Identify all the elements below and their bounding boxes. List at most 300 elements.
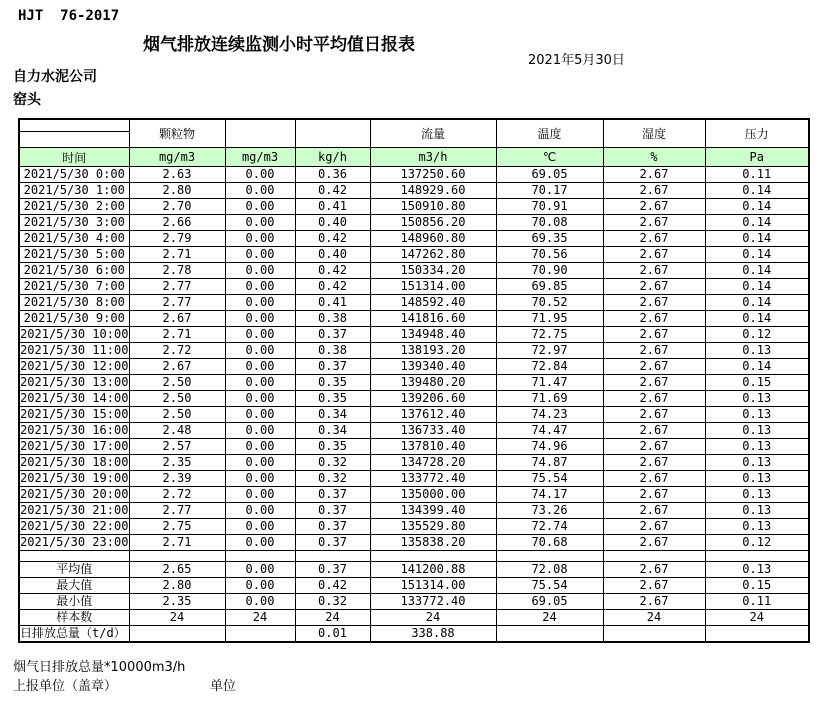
value-cell: 2.67 (603, 375, 705, 391)
value-cell: 2.65 (129, 562, 225, 578)
value-cell: 133772.40 (370, 594, 496, 610)
value-cell: 24 (295, 610, 370, 626)
value-cell: 0.14 (705, 359, 809, 375)
row-label-cell: 平均值 (19, 562, 129, 578)
col-header-blank-2 (295, 119, 370, 148)
spacer-cell (603, 551, 705, 562)
unit-mgm3-2: mg/m3 (225, 148, 295, 167)
value-cell: 2.67 (603, 423, 705, 439)
row-label-cell: 2021/5/30 0:00 (19, 167, 129, 183)
value-cell: 0.32 (295, 594, 370, 610)
value-cell: 2.72 (129, 487, 225, 503)
value-cell: 141816.60 (370, 311, 496, 327)
value-cell: 2.50 (129, 407, 225, 423)
value-cell: 70.08 (496, 215, 603, 231)
value-cell: 147262.80 (370, 247, 496, 263)
report-table (18, 118, 810, 643)
value-cell: 0.34 (295, 423, 370, 439)
value-cell: 2.67 (603, 578, 705, 594)
value-cell: 0.00 (225, 391, 295, 407)
table-row (19, 391, 809, 407)
value-cell (603, 626, 705, 643)
value-cell: 0.42 (295, 231, 370, 247)
value-cell: 0.13 (705, 439, 809, 455)
unit-pa: Pa (705, 148, 809, 167)
row-label-cell: 2021/5/30 14:00 (20, 391, 129, 405)
value-cell (225, 626, 295, 643)
data-rows (19, 167, 809, 551)
value-cell: 151314.00 (370, 279, 496, 295)
table-row (19, 311, 809, 327)
value-cell: 0.40 (295, 215, 370, 231)
time-header: 时间 (19, 148, 129, 167)
value-cell: 134399.40 (370, 503, 496, 519)
value-cell: 2.50 (129, 375, 225, 391)
row-label-cell: 2021/5/30 8:00 (19, 295, 129, 311)
table-row (19, 279, 809, 295)
value-cell: 74.47 (496, 423, 603, 439)
company-name: 自力水泥公司 (13, 69, 97, 85)
value-cell: 138193.20 (370, 343, 496, 359)
row-label-cell: 2021/5/30 23:00 (20, 535, 129, 549)
report-date: 2021年5月30日 (528, 53, 625, 68)
value-cell: 0.41 (295, 199, 370, 215)
value-cell: 2.67 (603, 594, 705, 610)
col-header-blank-1 (225, 119, 295, 148)
row-label-cell: 2021/5/30 5:00 (19, 247, 129, 263)
value-cell: 2.67 (603, 263, 705, 279)
value-cell: 2.67 (603, 535, 705, 551)
spacer-cell (19, 551, 129, 562)
value-cell: 0.14 (705, 263, 809, 279)
value-cell: 2.63 (129, 167, 225, 183)
value-cell: 0.14 (705, 199, 809, 215)
value-cell: 137612.40 (370, 407, 496, 423)
value-cell (705, 626, 809, 643)
value-cell: 2.67 (603, 167, 705, 183)
value-cell: 0.35 (295, 391, 370, 407)
value-cell: 0.13 (705, 455, 809, 471)
table-row (19, 199, 809, 215)
table-row (19, 231, 809, 247)
value-cell: 70.52 (496, 295, 603, 311)
value-cell: 24 (603, 610, 705, 626)
value-cell: 2.50 (129, 391, 225, 407)
value-cell: 0.00 (225, 519, 295, 535)
value-cell: 0.00 (225, 359, 295, 375)
value-cell: 71.47 (496, 375, 603, 391)
table-header (19, 119, 809, 167)
value-cell: 0.37 (295, 487, 370, 503)
row-label-cell: 2021/5/30 20:00 (20, 487, 129, 501)
value-cell: 2.67 (603, 199, 705, 215)
value-cell: 2.67 (603, 503, 705, 519)
value-cell: 2.48 (129, 423, 225, 439)
value-cell: 0.00 (225, 455, 295, 471)
value-cell: 139206.60 (370, 391, 496, 407)
value-cell: 72.75 (496, 327, 603, 343)
value-cell: 2.67 (603, 519, 705, 535)
spacer-row (19, 551, 809, 562)
row-label-cell: 2021/5/30 7:00 (19, 279, 129, 295)
spacer-cell (295, 551, 370, 562)
value-cell: 0.00 (225, 263, 295, 279)
value-cell: 137250.60 (370, 167, 496, 183)
col-header-particulate: 颗粒物 (129, 119, 225, 148)
value-cell: 0.00 (225, 503, 295, 519)
table-row (19, 519, 809, 535)
value-cell: 135838.20 (370, 535, 496, 551)
row-label-cell: 2021/5/30 1:00 (19, 183, 129, 199)
value-cell: 2.79 (129, 231, 225, 247)
summary-row (19, 626, 809, 643)
value-cell: 74.96 (496, 439, 603, 455)
value-cell: 0.13 (705, 471, 809, 487)
spacer-cell (705, 551, 809, 562)
value-cell: 2.80 (129, 578, 225, 594)
value-cell: 69.85 (496, 279, 603, 295)
value-cell: 0.37 (295, 503, 370, 519)
value-cell: 2.67 (603, 279, 705, 295)
value-cell: 2.67 (603, 359, 705, 375)
value-cell: 0.35 (295, 439, 370, 455)
row-label-cell: 2021/5/30 12:00 (20, 359, 129, 373)
value-cell: 24 (129, 610, 225, 626)
table-row (19, 167, 809, 183)
value-cell: 0.34 (295, 407, 370, 423)
table-row (19, 423, 809, 439)
summary-row (19, 610, 809, 626)
row-label-cell: 2021/5/30 13:00 (20, 375, 129, 389)
value-cell: 2.35 (129, 594, 225, 610)
value-cell: 0.00 (225, 343, 295, 359)
value-cell: 0.38 (295, 343, 370, 359)
value-cell: 0.00 (225, 423, 295, 439)
table-row (19, 183, 809, 199)
value-cell: 0.14 (705, 231, 809, 247)
table-row (19, 503, 809, 519)
value-cell: 72.74 (496, 519, 603, 535)
value-cell: 70.68 (496, 535, 603, 551)
corner-cell-top (19, 119, 129, 132)
value-cell: 2.67 (603, 343, 705, 359)
value-cell: 0.13 (705, 503, 809, 519)
value-cell: 338.88 (370, 626, 496, 643)
value-cell: 24 (225, 610, 295, 626)
value-cell: 0.00 (225, 199, 295, 215)
value-cell: 70.91 (496, 199, 603, 215)
reporting-unit-label: 上报单位（盖章） (13, 679, 118, 694)
table-row (19, 407, 809, 423)
value-cell: 0.14 (705, 279, 809, 295)
value-cell: 24 (496, 610, 603, 626)
value-cell: 69.35 (496, 231, 603, 247)
value-cell: 2.67 (129, 359, 225, 375)
value-cell: 0.00 (225, 487, 295, 503)
value-cell: 0.13 (705, 519, 809, 535)
table-row (19, 263, 809, 279)
table-row (19, 359, 809, 375)
value-cell: 0.00 (225, 562, 295, 578)
value-cell: 0.13 (705, 407, 809, 423)
value-cell: 2.67 (603, 471, 705, 487)
value-cell: 148929.60 (370, 183, 496, 199)
row-label-cell: 2021/5/30 6:00 (19, 263, 129, 279)
value-cell: 0.42 (295, 279, 370, 295)
value-cell: 2.67 (603, 487, 705, 503)
value-cell: 2.78 (129, 263, 225, 279)
table-row (19, 439, 809, 455)
value-cell: 0.00 (225, 247, 295, 263)
value-cell: 0.14 (705, 183, 809, 199)
corner-cell-bottom (19, 132, 129, 148)
row-label-cell: 2021/5/30 19:00 (20, 471, 129, 485)
value-cell: 24 (370, 610, 496, 626)
value-cell: 70.17 (496, 183, 603, 199)
value-cell: 0.42 (295, 578, 370, 594)
value-cell: 0.13 (705, 391, 809, 407)
value-cell: 0.32 (295, 471, 370, 487)
value-cell: 2.77 (129, 503, 225, 519)
value-cell: 0.12 (705, 535, 809, 551)
value-cell: 2.67 (129, 311, 225, 327)
value-cell: 71.69 (496, 391, 603, 407)
value-cell: 133772.40 (370, 471, 496, 487)
row-label-cell: 2021/5/30 16:00 (20, 423, 129, 437)
value-cell: 2.71 (129, 535, 225, 551)
value-cell: 148960.80 (370, 231, 496, 247)
value-cell: 70.90 (496, 263, 603, 279)
value-cell: 148592.40 (370, 295, 496, 311)
value-cell: 2.66 (129, 215, 225, 231)
value-cell: 2.71 (129, 327, 225, 343)
value-cell: 0.14 (705, 295, 809, 311)
value-cell: 0.37 (295, 535, 370, 551)
value-cell: 0.36 (295, 167, 370, 183)
table-row (19, 487, 809, 503)
row-label-cell: 2021/5/30 18:00 (20, 455, 129, 469)
value-cell: 0.00 (225, 279, 295, 295)
value-cell: 0.42 (295, 263, 370, 279)
value-cell: 141200.88 (370, 562, 496, 578)
value-cell: 0.00 (225, 327, 295, 343)
value-cell: 0.14 (705, 311, 809, 327)
value-cell: 74.17 (496, 487, 603, 503)
unit-m3h: m3/h (370, 148, 496, 167)
value-cell: 0.00 (225, 231, 295, 247)
value-cell: 73.26 (496, 503, 603, 519)
unit-row (19, 148, 809, 167)
summary-rows (19, 562, 809, 643)
value-cell: 0.00 (225, 594, 295, 610)
value-cell: 0.00 (225, 407, 295, 423)
page-title: 烟气排放连续监测小时平均值日报表 (143, 35, 415, 55)
value-cell: 74.23 (496, 407, 603, 423)
value-cell: 0.12 (705, 327, 809, 343)
unit-mgm3-1: mg/m3 (129, 148, 225, 167)
value-cell: 0.00 (225, 439, 295, 455)
flow-total-note: 烟气日排放总量*10000m3/h (13, 660, 186, 675)
value-cell: 2.67 (603, 311, 705, 327)
value-cell: 2.35 (129, 455, 225, 471)
value-cell: 0.00 (225, 183, 295, 199)
value-cell: 150910.80 (370, 199, 496, 215)
row-label-cell: 2021/5/30 3:00 (19, 215, 129, 231)
value-cell: 0.15 (705, 375, 809, 391)
value-cell (129, 626, 225, 643)
spacer-cell (370, 551, 496, 562)
value-cell: 134948.40 (370, 327, 496, 343)
spacer-cell (496, 551, 603, 562)
row-label-cell: 最大值 (19, 578, 129, 594)
unit-label: 单位 (210, 679, 237, 694)
spacer-cell (129, 551, 225, 562)
row-label-cell: 样本数 (19, 610, 129, 626)
value-cell: 2.80 (129, 183, 225, 199)
value-cell: 72.97 (496, 343, 603, 359)
value-cell: 136733.40 (370, 423, 496, 439)
row-label-cell: 最小值 (19, 594, 129, 610)
value-cell: 151314.00 (370, 578, 496, 594)
value-cell: 137810.40 (370, 439, 496, 455)
table-row (19, 471, 809, 487)
value-cell: 2.67 (603, 295, 705, 311)
value-cell: 0.00 (225, 578, 295, 594)
value-cell: 0.37 (295, 562, 370, 578)
value-cell: 150334.20 (370, 263, 496, 279)
value-cell: 0.37 (295, 519, 370, 535)
value-cell: 70.56 (496, 247, 603, 263)
table-row (19, 343, 809, 359)
table-row (19, 455, 809, 471)
value-cell: 150856.20 (370, 215, 496, 231)
value-cell: 0.37 (295, 359, 370, 375)
value-cell: 69.05 (496, 594, 603, 610)
unit-percent: % (603, 148, 705, 167)
value-cell: 0.11 (705, 594, 809, 610)
value-cell: 0.40 (295, 247, 370, 263)
value-cell: 2.67 (603, 327, 705, 343)
value-cell: 2.67 (603, 231, 705, 247)
value-cell: 0.00 (225, 535, 295, 551)
value-cell: 0.14 (705, 247, 809, 263)
table-row (19, 375, 809, 391)
value-cell: 72.08 (496, 562, 603, 578)
row-label-cell: 2021/5/30 10:00 (20, 327, 129, 341)
value-cell: 2.77 (129, 295, 225, 311)
value-cell: 72.84 (496, 359, 603, 375)
value-cell: 0.13 (705, 487, 809, 503)
monitor-location: 窑头 (13, 92, 41, 108)
value-cell: 2.70 (129, 199, 225, 215)
value-cell: 2.71 (129, 247, 225, 263)
value-cell: 0.42 (295, 183, 370, 199)
table-row (19, 215, 809, 231)
value-cell: 0.37 (295, 327, 370, 343)
value-cell: 0.00 (225, 375, 295, 391)
row-label-cell: 2021/5/30 11:00 (20, 343, 129, 357)
value-cell: 0.00 (225, 311, 295, 327)
table-row (19, 295, 809, 311)
value-cell: 0.35 (295, 375, 370, 391)
col-header-pressure: 压力 (705, 119, 809, 148)
row-label-cell: 2021/5/30 2:00 (19, 199, 129, 215)
value-cell: 0.13 (705, 562, 809, 578)
value-cell: 0.32 (295, 455, 370, 471)
value-cell: 2.77 (129, 279, 225, 295)
row-label-cell: 2021/5/30 9:00 (19, 311, 129, 327)
row-label-cell: 2021/5/30 4:00 (19, 231, 129, 247)
doc-code: HJT 76-2017 (18, 8, 120, 24)
value-cell: 0.14 (705, 215, 809, 231)
value-cell: 2.67 (603, 215, 705, 231)
value-cell: 139340.40 (370, 359, 496, 375)
value-cell: 2.67 (603, 247, 705, 263)
value-cell: 2.72 (129, 343, 225, 359)
value-cell: 2.67 (603, 439, 705, 455)
col-header-temperature: 温度 (496, 119, 603, 148)
value-cell (496, 626, 603, 643)
value-cell: 75.54 (496, 471, 603, 487)
value-cell: 0.01 (295, 626, 370, 643)
value-cell: 0.00 (225, 167, 295, 183)
row-label-cell: 2021/5/30 17:00 (20, 439, 129, 453)
value-cell: 2.67 (603, 562, 705, 578)
value-cell: 2.39 (129, 471, 225, 487)
value-cell: 2.67 (603, 407, 705, 423)
row-label-cell: 2021/5/30 15:00 (20, 407, 129, 421)
value-cell: 0.41 (295, 295, 370, 311)
summary-row (19, 594, 809, 610)
row-label-cell: 2021/5/30 21:00 (20, 503, 129, 517)
table-row (19, 247, 809, 263)
value-cell: 135529.80 (370, 519, 496, 535)
value-cell: 2.75 (129, 519, 225, 535)
value-cell: 71.95 (496, 311, 603, 327)
header-row-top (19, 119, 809, 132)
unit-kgh: kg/h (295, 148, 370, 167)
value-cell: 0.13 (705, 423, 809, 439)
value-cell: 135000.00 (370, 487, 496, 503)
col-header-humidity: 湿度 (603, 119, 705, 148)
value-cell: 2.57 (129, 439, 225, 455)
col-header-flow: 流量 (370, 119, 496, 148)
summary-row (19, 562, 809, 578)
value-cell: 0.38 (295, 311, 370, 327)
value-cell: 0.00 (225, 295, 295, 311)
row-label-cell: 2021/5/30 22:00 (20, 519, 129, 533)
value-cell: 2.67 (603, 391, 705, 407)
value-cell: 2.67 (603, 183, 705, 199)
value-cell: 139480.20 (370, 375, 496, 391)
value-cell: 0.00 (225, 471, 295, 487)
value-cell: 0.13 (705, 343, 809, 359)
unit-celsius: ℃ (496, 148, 603, 167)
value-cell: 69.05 (496, 167, 603, 183)
value-cell: 0.00 (225, 215, 295, 231)
spacer-cell (225, 551, 295, 562)
table-row (19, 535, 809, 551)
value-cell: 0.11 (705, 167, 809, 183)
value-cell: 24 (705, 610, 809, 626)
value-cell: 0.15 (705, 578, 809, 594)
row-label-cell: 日排放总量（t/d） (19, 626, 129, 643)
value-cell: 134728.20 (370, 455, 496, 471)
value-cell: 75.54 (496, 578, 603, 594)
value-cell: 2.67 (603, 455, 705, 471)
table-row (19, 327, 809, 343)
summary-row (19, 578, 809, 594)
